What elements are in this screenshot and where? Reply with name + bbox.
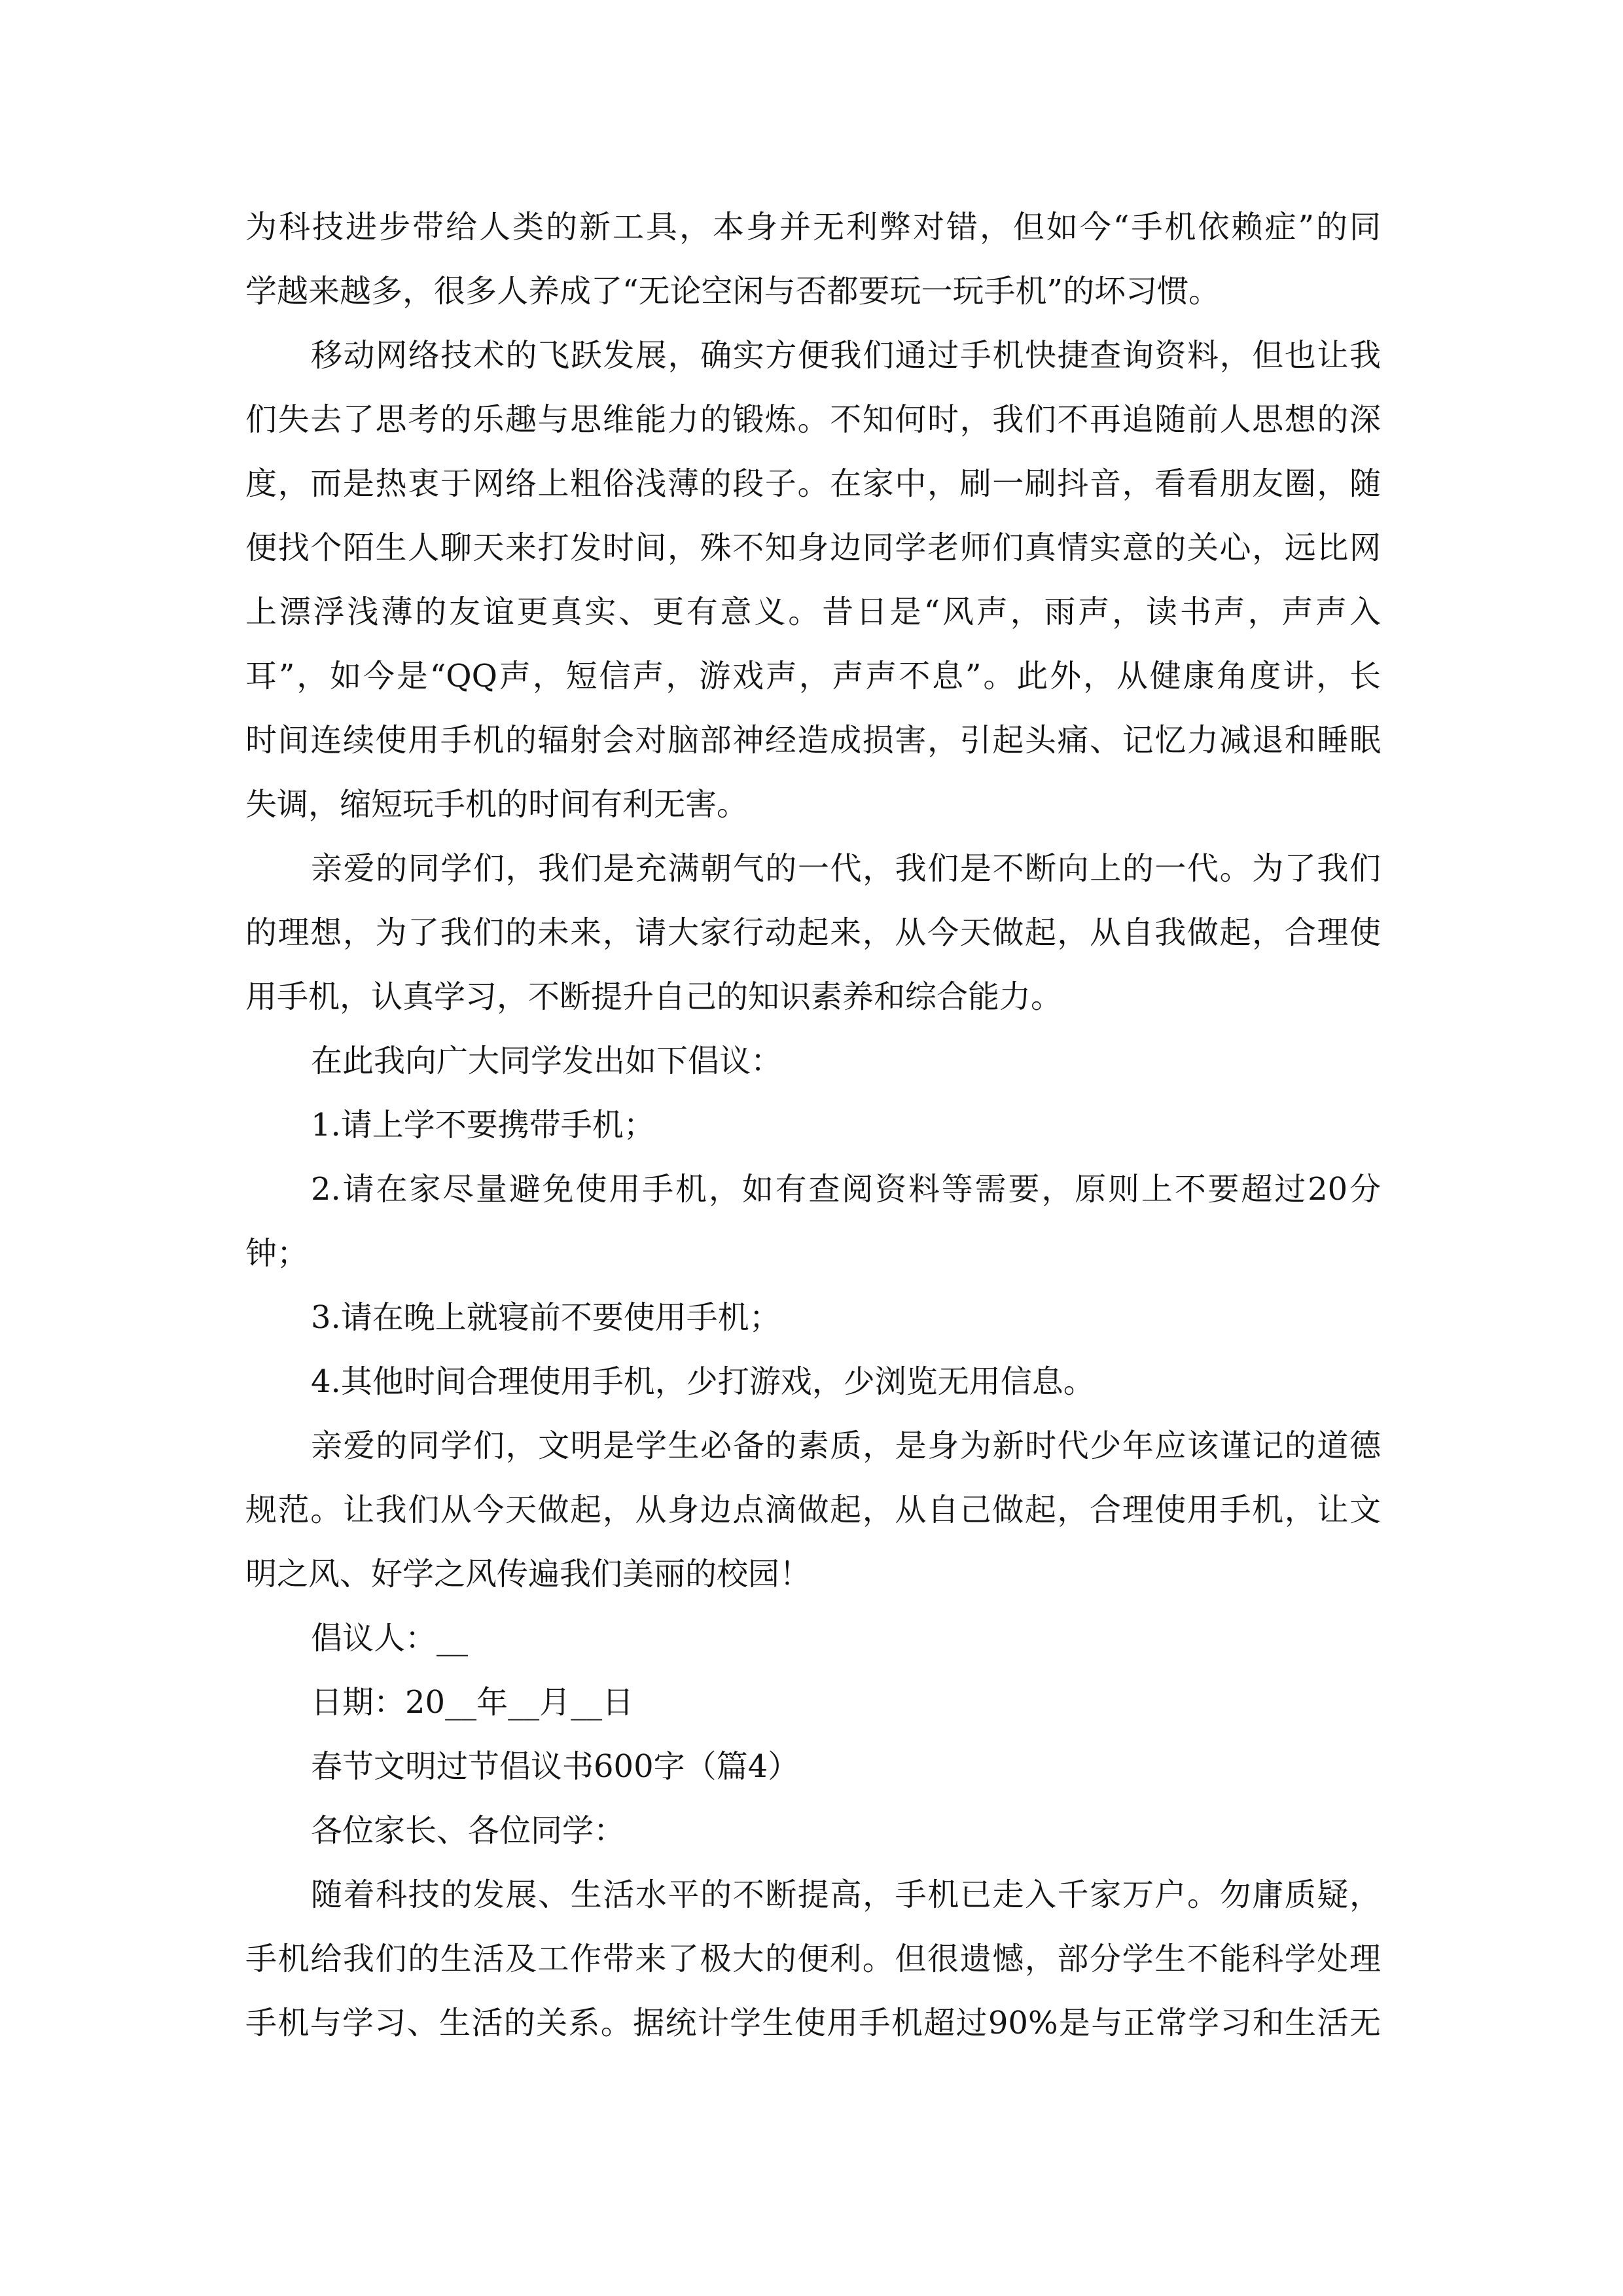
text-line: 的理想，为了我们的未来，请大家行动起来，从今天做起，从自我做起，合理使: [245, 914, 1381, 951]
text-line: 手机给我们的生活及工作带来了极大的便利。但很遗憾，部分学生不能科学处理: [245, 1941, 1381, 1977]
text-line: 2.请在家尽量避免使用手机，如有查阅资料等需要，原则上不要超过20分: [311, 1171, 1381, 1208]
text-line: 便找个陌生人聊天来打发时间，殊不知身边同学老师们真情实意的关心，远比网: [245, 529, 1381, 566]
text-line: 日期：20__年__月__日: [311, 1684, 634, 1721]
text-line: 3.请在晚上就寝前不要使用手机；: [311, 1299, 781, 1336]
text-line: 们失去了思考的乐趣与思维能力的锻炼。不知何时，我们不再追随前人思想的深: [245, 401, 1381, 438]
text-line: 移动网络技术的飞跃发展，确实方便我们通过手机快捷查询资料，但也让我: [311, 337, 1381, 374]
text-line: 学越来越多，很多人养成了“无论空闲与否都要玩一玩手机”的坏习惯。: [245, 273, 1221, 310]
text-line: 在此我向广大同学发出如下倡议：: [311, 1043, 783, 1079]
text-line: 上漂浮浅薄的友谊更真实、更有意义。昔日是“风声，雨声，读书声，声声入: [245, 594, 1381, 630]
text-line: 钟；: [245, 1235, 309, 1272]
text-line: 耳”，如今是“QQ声，短信声，游戏声，声声不息”。此外，从健康角度讲，长: [245, 658, 1381, 694]
text-line: 倡议人：__: [311, 1620, 469, 1657]
text-line: 亲爱的同学们，文明是学生必备的素质，是身为新时代少年应该谨记的道德: [311, 1427, 1381, 1464]
text-line: 随着科技的发展、生活水平的不断提高，手机已走入千家万户。勿庸质疑，: [311, 1876, 1381, 1913]
text-line: 规范。让我们从今天做起，从身边点滴做起，从自己做起，合理使用手机，让文: [245, 1492, 1381, 1528]
document-body: [245, 195, 1381, 2055]
text-line: 明之风、好学之风传遍我们美丽的校园！: [245, 1556, 812, 1592]
text-line: 为科技进步带给人类的新工具，本身并无利弊对错，但如今“手机依赖症”的同: [245, 209, 1381, 245]
text-line: 时间连续使用手机的辐射会对脑部神经造成损害，引起头痛、记忆力减退和睡眠: [245, 722, 1381, 759]
text-line: 4.其他时间合理使用手机，少打游戏，少浏览无用信息。: [311, 1363, 1095, 1400]
text-line: 失调，缩短玩手机的时间有利无害。: [245, 786, 749, 823]
text-line: 春节文明过节倡议书600字（篇4）: [311, 1748, 800, 1785]
text-line: 手机与学习、生活的关系。据统计学生使用手机超过90%是与正常学习和生活无: [245, 2005, 1381, 2041]
text-line: 度，而是热衷于网络上粗俗浅薄的段子。在家中，刷一刷抖音，看看朋友圈，随: [245, 465, 1381, 502]
text-line: 用手机，认真学习，不断提升自己的知识素养和综合能力。: [245, 978, 1063, 1015]
text-line: 亲爱的同学们，我们是充满朝气的一代，我们是不断向上的一代。为了我们: [311, 850, 1381, 887]
text-line: 各位家长、各位同学：: [311, 1812, 626, 1849]
text-line: 1.请上学不要携带手机；: [311, 1107, 655, 1143]
